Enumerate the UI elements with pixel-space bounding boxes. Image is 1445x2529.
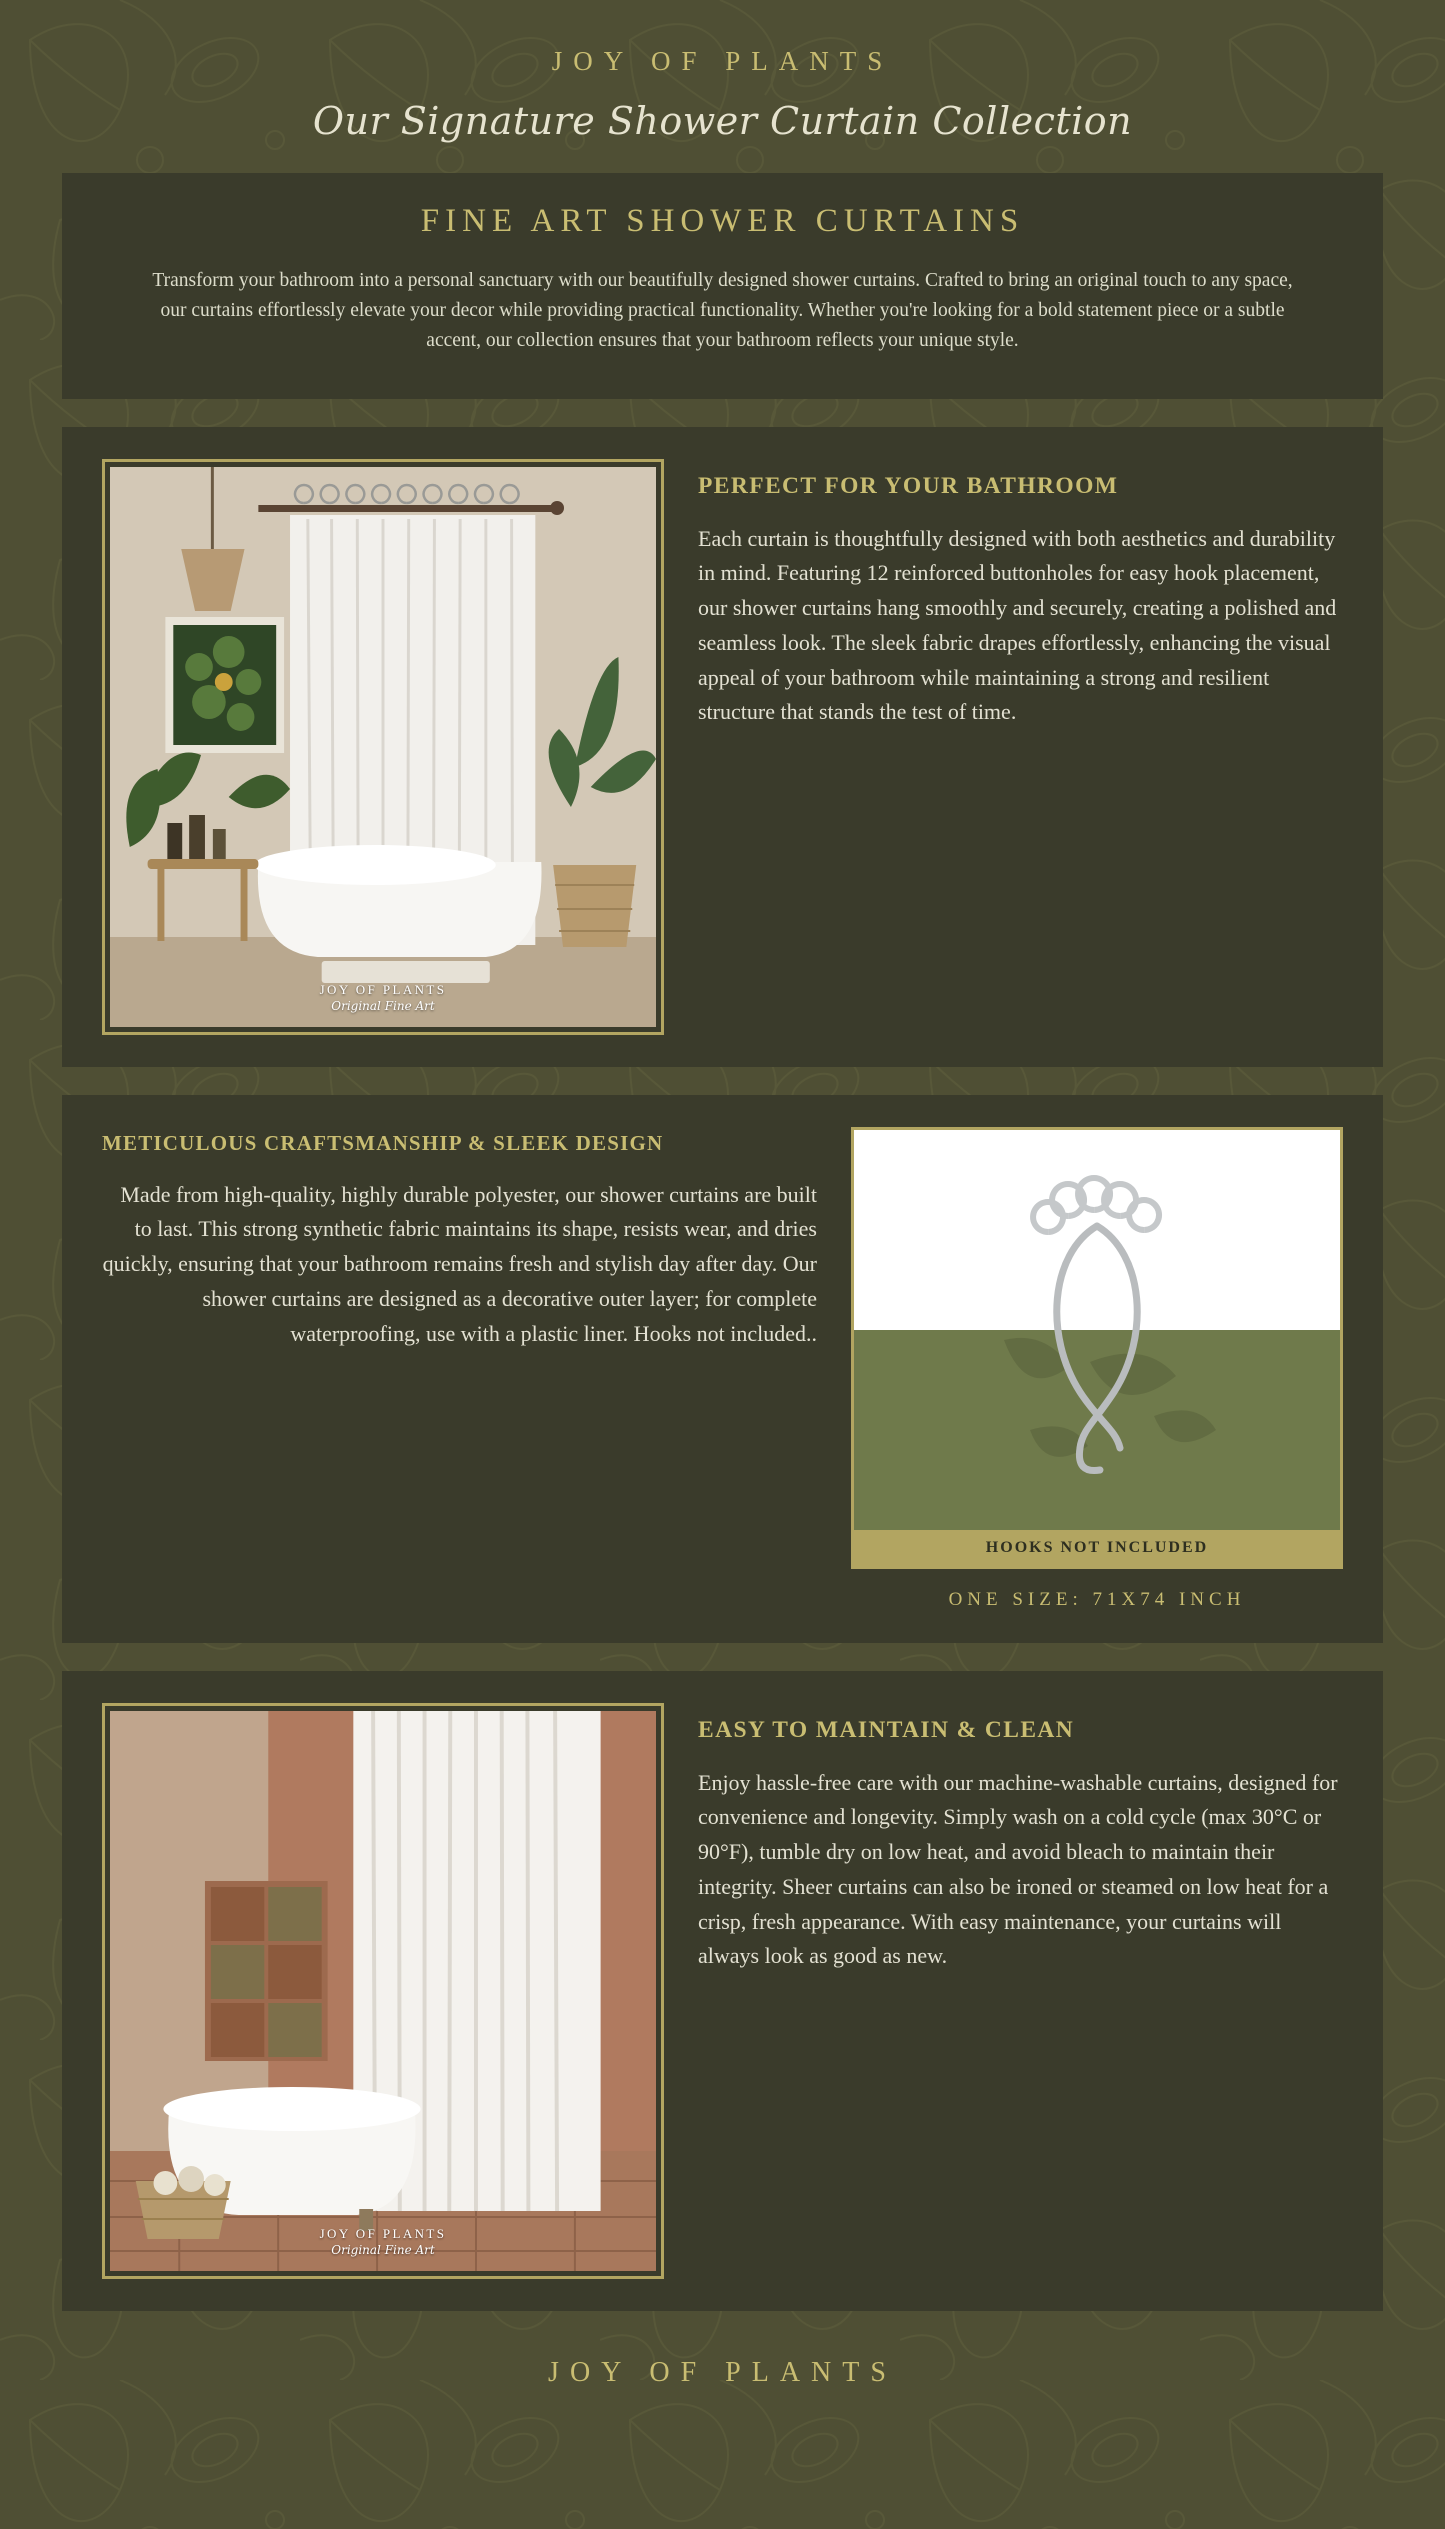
feature3-paragraph: Enjoy hassle-free care with our machine-washable curtains, designed for convenience and longevity. Simply wash on a cold cycle (max 30°C or 90°F), tumble dry on low heat, and avoid bleach to maintain their integrity. Sheer curtains can also be ironed or steamed on low heat for a crisp, fresh appearance. With easy maintenance, your curtains will always look as good as new. (698, 1769, 1338, 1969)
feature1-image-column (102, 459, 664, 1035)
watermark-line-2: Original Fine Art (331, 2242, 435, 2257)
size-label: ONE SIZE: 71X74 INCH (948, 1588, 1246, 1610)
bathroom-scene-photo (110, 467, 656, 1027)
photo-watermark (320, 982, 447, 1013)
feature1-heading: PERFECT FOR YOUR BATHROOM (698, 472, 1119, 499)
brand-title: JOY OF PLANTS (551, 46, 894, 76)
watermark-line-1: JOY OF PLANTS (319, 981, 447, 997)
feature-section-bathroom (62, 427, 1383, 1067)
feature2-paragraph: Made from high-quality, highly durable polyester, our shower curtains are built to last. This strong synthetic fabric maintains its shape, resists wear, and dries quickly, ensuring that your bathroom remains fresh and stylish day after day. Our shower curtains are designed as a decorative outer layer; for complete waterproofing, use with a plastic liner. Hooks not included.. (102, 1181, 817, 1346)
feature2-heading: METICULOUS CRAFTSMANSHIP & SLEEK DESIGN (102, 1130, 664, 1155)
feature3-image-column (102, 1703, 664, 2279)
feature3-heading: EASY TO MAINTAIN & CLEAN (698, 1716, 1075, 1743)
footer-brand: JOY OF PLANTS (548, 2356, 897, 2388)
feature2-image-column (851, 1127, 1343, 1611)
footer (0, 2311, 1445, 2423)
feature3-image-frame (102, 1703, 664, 2279)
feature1-paragraph: Each curtain is thoughtfully designed with both aesthetics and durability in mind. Featuring 12 reinforced buttonholes for easy hook placement, our shower curtains hang smoothly and securely, creating a polished and seamless look. The sleek fabric drapes effortlessly, enhancing the visual appeal of your bathroom while maintaining a strong and resilient structure that stands the test of time. (698, 525, 1337, 725)
feature-section-craftsmanship (62, 1095, 1383, 1643)
intro-panel (62, 173, 1383, 399)
watermark-line-2: Original Fine Art (331, 998, 435, 1013)
photo-watermark (320, 2226, 447, 2257)
shower-hook-photo (854, 1130, 1340, 1530)
feature1-image-frame (102, 459, 664, 1035)
hook-caption: HOOKS NOT INCLUDED (854, 1530, 1340, 1566)
page-title: FINE ART SHOWER CURTAINS (420, 203, 1025, 239)
hook-card (851, 1127, 1343, 1569)
feature1-text-column (698, 459, 1343, 753)
watermark-line-1: JOY OF PLANTS (319, 2225, 447, 2241)
rustic-bathroom-photo (110, 1711, 656, 2271)
feature-section-maintenance (62, 1671, 1383, 2311)
header (0, 0, 1445, 143)
feature3-text-column (698, 1703, 1343, 1997)
collection-subtitle: Our Signature Shower Curtain Collection (312, 99, 1133, 143)
feature2-text-column (102, 1127, 817, 1374)
intro-paragraph: Transform your bathroom into a personal sanctuary with our beautifully designed shower curtains. Crafted to bring an original touch to any space, our curtains effortlessly elevate your decor while providing practical functionality. Whether you're looking for a bold statement piece or a subtle accent, our collection ensures that your bathroom reflects your unique style. (152, 270, 1293, 352)
